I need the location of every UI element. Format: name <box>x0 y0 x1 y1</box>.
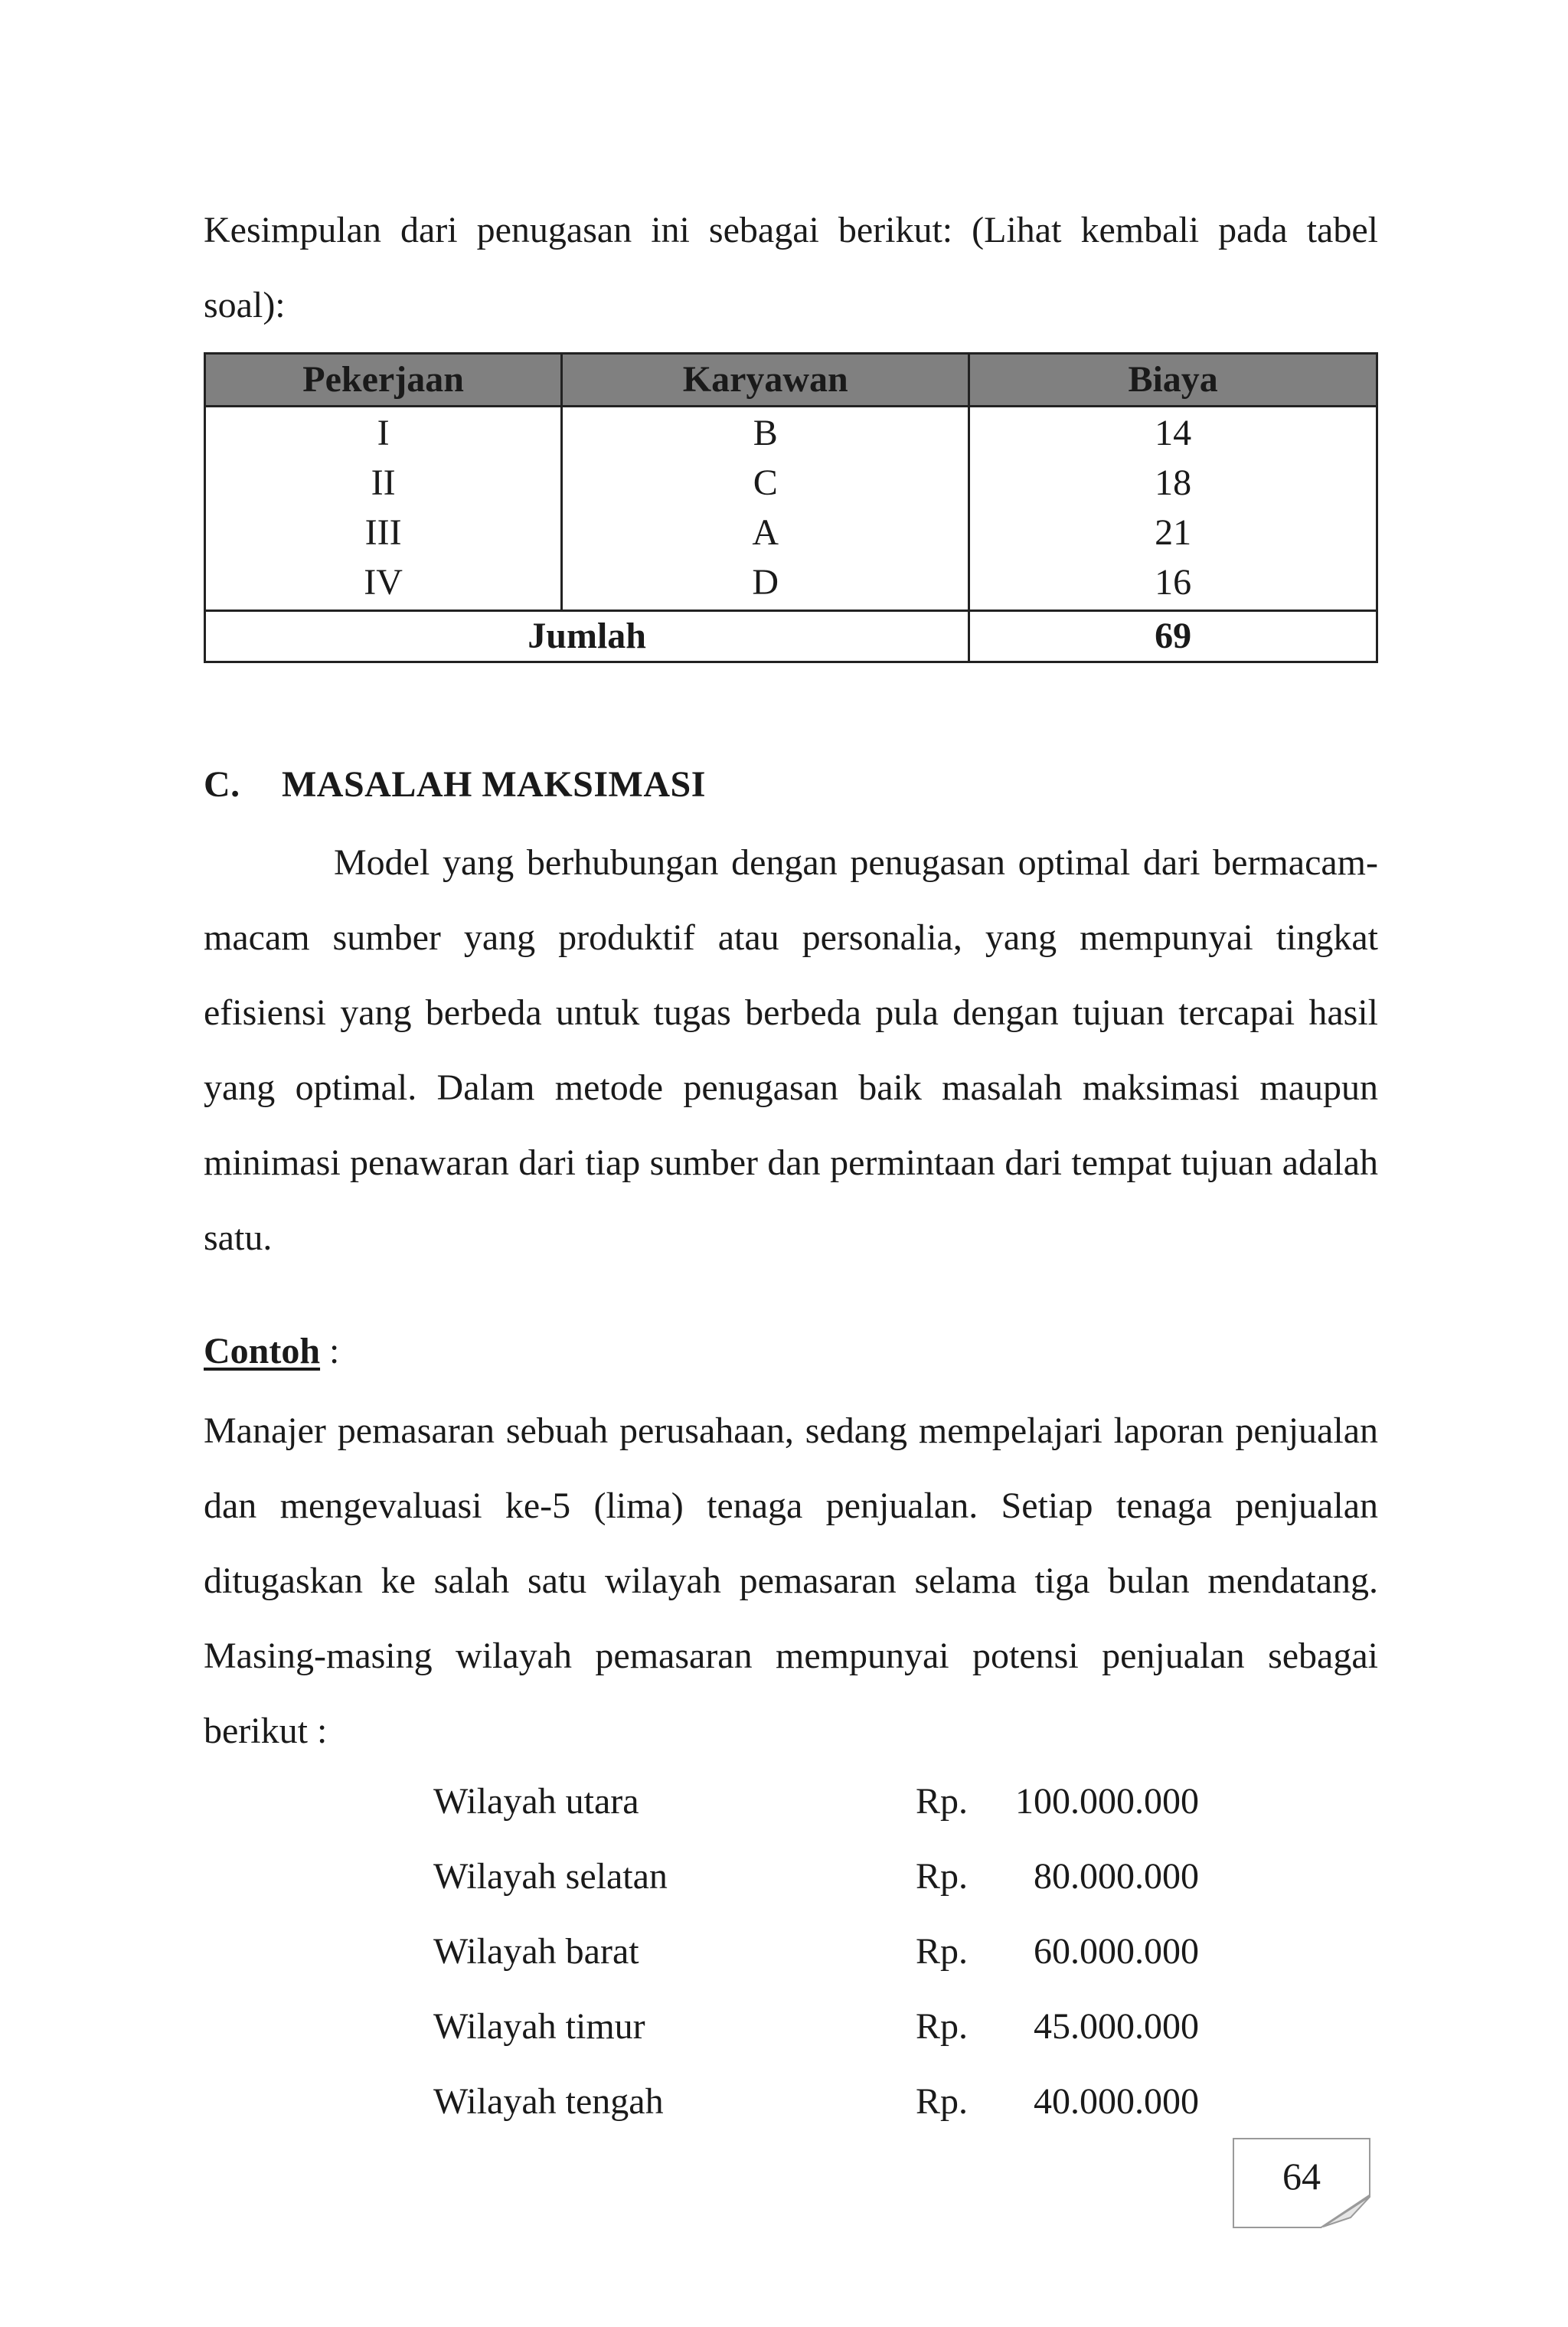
page-curl-icon <box>1320 2195 1370 2228</box>
region-value: 80.000.000 <box>1034 1856 1199 1897</box>
table-cell: I <box>377 413 390 453</box>
region-name: Wilayah selatan <box>433 1856 668 1897</box>
region-value: 60.000.000 <box>1034 1931 1199 1972</box>
table-cell: 16 <box>1155 562 1192 603</box>
region-currency: Rp. <box>916 1856 969 1897</box>
pekerjaan-column <box>205 407 562 611</box>
region-name: Wilayah tengah <box>433 2081 664 2122</box>
header-pekerjaan: Pekerjaan <box>205 354 562 407</box>
table-body-row <box>205 407 1377 611</box>
page-number: 64 <box>1282 2155 1321 2198</box>
region-name: Wilayah utara <box>433 1781 639 1822</box>
total-label: Jumlah <box>205 611 969 662</box>
table-header-row <box>205 354 1377 407</box>
region-currency: Rp. <box>916 1931 969 1972</box>
example-label: Contoh <box>204 1331 321 1371</box>
region-value: 100.000.000 <box>1015 1781 1199 1822</box>
section-title: MASALAH MAKSIMASI <box>282 764 706 805</box>
region-currency: Rp. <box>916 2006 969 2047</box>
page-number-box <box>1233 2138 1370 2228</box>
region-name: Wilayah barat <box>433 1931 639 1972</box>
list-item <box>433 2064 1230 2139</box>
list-item <box>433 1914 1230 1989</box>
assignment-table <box>204 352 1378 663</box>
section-heading <box>204 758 706 812</box>
region-list <box>433 1764 1230 2139</box>
table-cell: 14 <box>1155 413 1192 453</box>
header-karyawan: Karyawan <box>562 354 969 407</box>
table-cell: C <box>753 462 778 503</box>
header-biaya: Biaya <box>969 354 1377 407</box>
region-currency: Rp. <box>916 1781 969 1822</box>
intro-paragraph: Kesimpulan dari penugasan ini sebagai berikut: (Lihat kembali pada tabel soal): <box>204 210 1378 325</box>
region-value: 40.000.000 <box>1034 2081 1199 2122</box>
table-cell: IV <box>364 562 403 603</box>
list-item <box>433 1839 1230 1914</box>
table-cell: D <box>752 562 779 603</box>
table-cell: 18 <box>1155 462 1192 503</box>
example-paragraph: Manajer pemasaran sebuah perusahaan, sedang mempelajari laporan penjualan dan mengevaluasi ke-5 (lima) tenaga penjualan. Setiap tenaga penjualan ditugaskan ke salah satu wilayah pemasaran selama tiga bulan mendatang. Masing-masing wilayah pemasaran mempunyai potensi penjualan sebagai berikut : <box>204 1410 1378 1751</box>
table-cell: A <box>752 512 779 553</box>
table-total-row <box>205 611 1377 662</box>
section-number: C. <box>204 764 240 805</box>
biaya-column <box>969 407 1377 611</box>
example-colon: : <box>320 1331 340 1371</box>
table-cell: 21 <box>1155 512 1192 553</box>
total-value: 69 <box>969 611 1377 662</box>
region-name: Wilayah timur <box>433 2006 645 2047</box>
list-item <box>433 1764 1230 1839</box>
table-cell: II <box>371 462 396 503</box>
example-heading <box>204 1325 339 1378</box>
table-cell: B <box>753 413 778 453</box>
list-item <box>433 1989 1230 2064</box>
table-cell: III <box>364 512 402 553</box>
region-currency: Rp. <box>916 2081 969 2122</box>
karyawan-column <box>562 407 969 611</box>
section-paragraph: Model yang berhubungan dengan penugasan optimal dari bermacam-macam sumber yang produktif atau personalia, yang mempunyai tingkat efisiensi yang berbeda untuk tugas berbeda pula dengan tujuan tercapai hasil yang optimal. Dalam metode penugasan baik masalah maksimasi maupun minimasi penawaran dari tiap sumber dan permintaan dari tempat tujuan adalah satu. <box>204 842 1378 1258</box>
region-value: 45.000.000 <box>1034 2006 1199 2047</box>
